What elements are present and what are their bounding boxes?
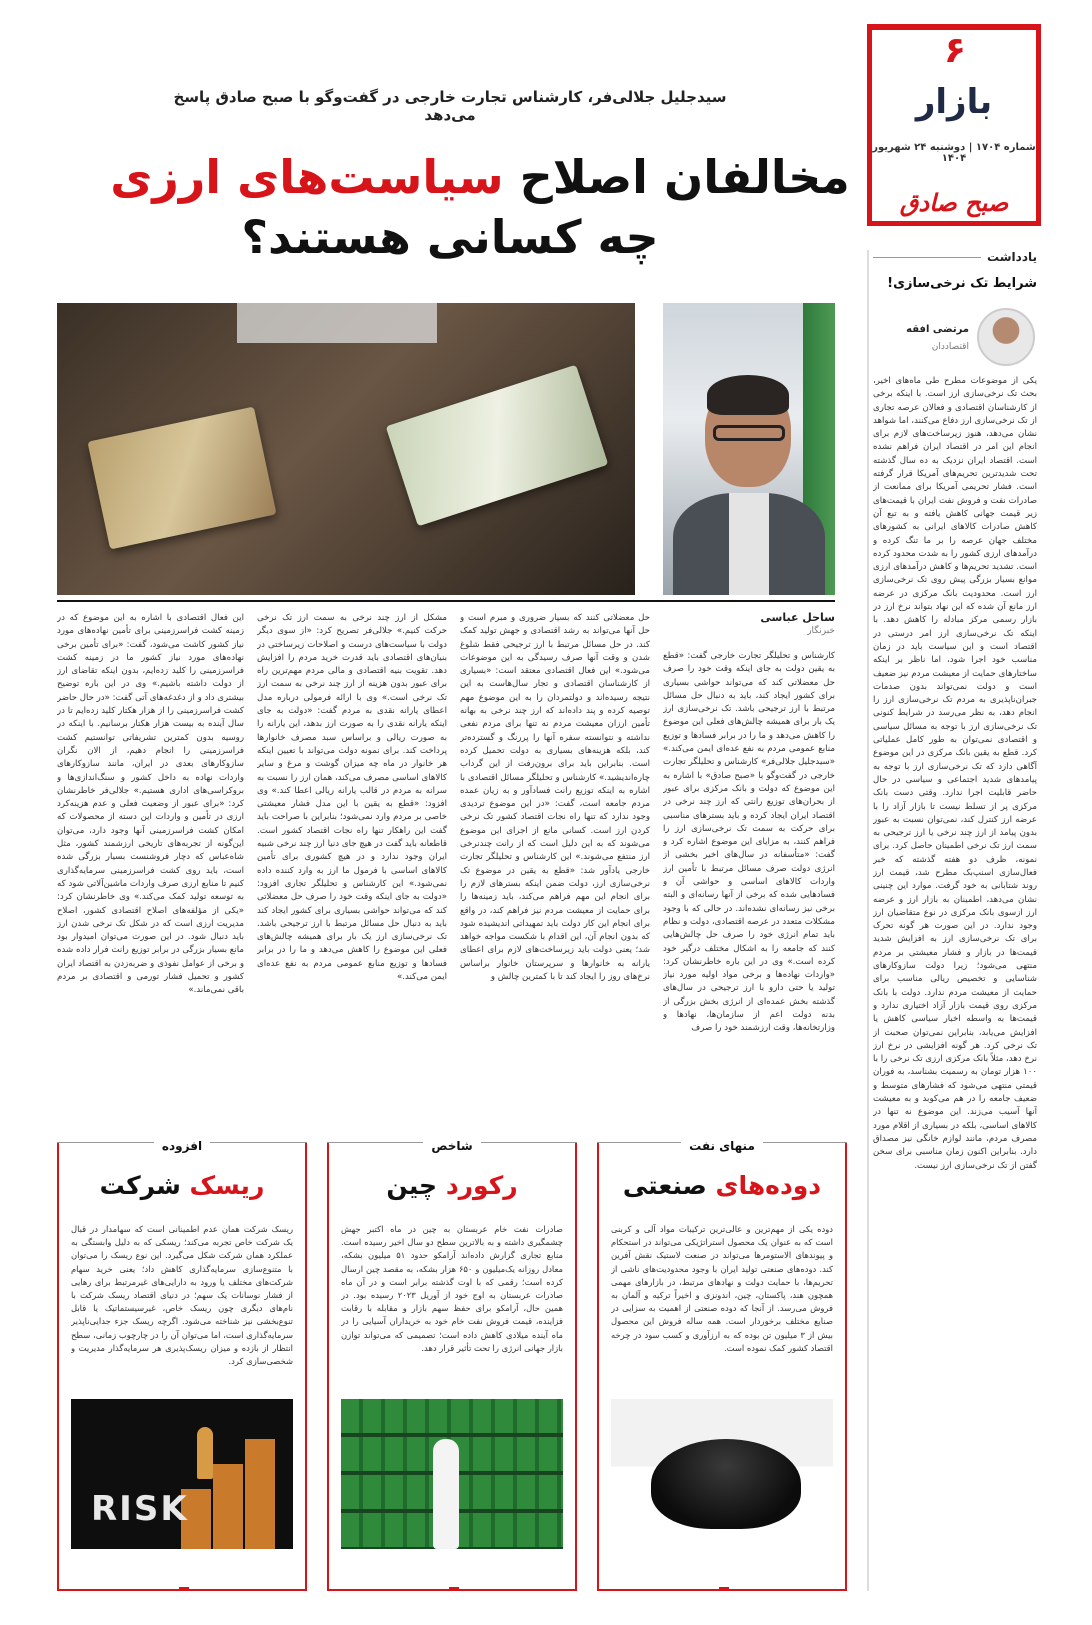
- headline-red: سیاست‌های ارزی: [110, 150, 504, 204]
- author-name: مرتضی افقه: [906, 324, 969, 335]
- box-company-risk: [57, 1139, 307, 1591]
- sidebar-tag: یادداشت: [981, 250, 1037, 264]
- box-title-red: دوده‌های: [715, 1171, 822, 1200]
- glasses-shape: [713, 425, 785, 441]
- article-column-4: این فعال اقتصادی با اشاره به این موضوع که در زمینه کشت فراسرزمینی برای تأمین نهاده‌های مورد نیاز کشور کاشت می‌شود، گفت: «برای تأمین برخی نهاده‌های مورد نیاز کشور ما در زمینه کشت فراسرزمینی را کلید زده‌ایم، بدون اینکه تقاضای ارز از دولت داشته باشیم.» وی در این باره توضیح بیشتری داد و از دغدغه‌های آتی گفت: «در حال حاضر کشت فراسرزمینی را از هزار هکتار کلید زده‌ایم تا در سال آینده به بیست هزار هکتار برسانیم. با اینکه در روسیه بدون کمترین تشریفاتی توانستیم کشت فراسرزمینی را انجام دهیم، از الان نگران سازوکارهای بعدی در ایران، مانند سازوکارهای واردات نهاده به داخل کشور و سنگ‌اندازی‌ها و بروکراسی‌های اداری هستیم.» جلالی‌فر خاطرنشان کرد: «برای عبور از وضعیت فعلی و عدم هزینه‌کرد ارزی در تأمین و واردات این دسته از محصولات که امکان کشت فراسرزمینی آنها وجود دارد، می‌توان این‌گونه از تجربه‌های تاریخی ارزشمند کشور، مثل شاه‌عباس که دچار فروشنست بسیار بزرگی شده است، باید روی کشت فراسرزمینی سرمایه‌گذاری کنیم تا منابع ارزی صرف واردات ماشین‌آلاتی شود که به توسعه تولید کمک می‌کند.» وی خاطرنشان کرد: «یکی از مؤلفه‌های اصلاح اقتصادی کشور، اصلاح مدیریت ارزی است که در شکل تک نرخی شدن ارز باید دنبال شود. در این صورت می‌توان امیدوار بود مانع بسیار بزرگی در برابر توزیع رانت فرار داده شده و برخی از عوامل نفوذی و ضربه‌زدن به اقتصاد ایران کشور و تحمیل فشار تورمی و اقتصادی بر مردم باقی نمی‌ماند.»: [57, 613, 244, 996]
- section-title: بازار: [915, 82, 993, 122]
- box-label: [329, 1135, 575, 1154]
- box-title-black: صنعتی: [622, 1171, 707, 1200]
- article-byline: [663, 611, 835, 636]
- interviewee-portrait: [663, 303, 835, 595]
- box-label: [599, 1135, 845, 1154]
- box-label-text: منهای نفت: [681, 1139, 763, 1153]
- risk-image: [71, 1399, 293, 1549]
- box-china-record: [327, 1139, 577, 1591]
- author-avatar: [977, 308, 1035, 366]
- box-title: [599, 1171, 845, 1200]
- tag-rule: [873, 257, 981, 258]
- box-title-red: رکورد: [445, 1171, 518, 1200]
- byline-role: خبرنگار: [807, 626, 835, 636]
- box-title: [59, 1171, 305, 1200]
- headline-black: مخالفان اصلاح: [503, 150, 850, 204]
- step-shape: [213, 1464, 243, 1549]
- newspaper-logo: صبح صادق: [899, 188, 1009, 217]
- box-text: دوده یکی از مهم‌ترین و عالی‌ترین ترکیبات مواد آلی و کربنی است که به عنوان یک محصول استراتژیکی می‌تواند در استحکام و پیوندهای الاستومرها می‌تواند در صنعت لاستیک نقش آفرین کند. دوده‌های صنعتی تولید ایران با وجود محدودیت‌های ناشی از تحریم‌ها، با حمایت دولت و نهادهای مرتبط، در بازارهای مهمی همچون هند، پاکستان، چین، اندونزی و اخیراً ترکیه و آلمان به فروش می‌رسد. از آنجا که دوده صنعتی از اهمیت به سزایی در صنایع مختلف برخوردار است. همه ساله فروش این محصول بیش از ۳ میلیون تن بوده که به ارزآوری و کسب سود در چرخه اقتصاد کشور کمک نموده است.: [611, 1224, 833, 1353]
- walker-shape: [197, 1427, 213, 1479]
- calculator-shape: [237, 303, 437, 343]
- article-column-2: حل معضلاتی کنند که بسیار ضروری و مبرم است و حل آنها می‌تواند به رشد اقتصادی و جهش تولید کمک کند. در حل مسائل مرتبط با ارز ترجیحی فقط شلوغ شدن و وقت آنها صرف رسیدگی به این موضوعات می‌شود.» این فعال اقتصادی معتقد است: «بسیاری از کارشناسان اقتصادی و تجار سال‌هاست به این نتیجه رسیده‌اند و دولتمردان را به این موضوع مهم توصیه کرده و پند داده‌اند که ارز چند نرخی به بهانه تأمین ارزان معیشت مردم نه تنها برای مردم نفعی نداشته و نتوانسته سفره آنها را پررنگ و گسترده‌تر کند، بلکه هزینه‌های بسیاری به دولت تحمیل کرده است. بنابراین باید برای برون‌رفت از این گرداب چاره‌اندیشید.» کارشناس و تحلیلگر مسائل اقتصادی با اشاره به اینکه توزیع رانت فسادآور و به زیان عمده مردم جامعه است، گفت: «در این موضوع تردیدی وجود ندارد که تنها راه نجات اقتصاد کشور تک نرخی کردن ارز است. کسانی مانع از اجرای این موضوع می‌شوند که به این دلیل است که از رانت چندنرخی ارز منتفع می‌شوند.» این کارشناس و تحلیلگر تجارت خارجی یادآور شد: «قطع به یقین در موضوع تک نرخی‌سازی ارز، دولت ضمن اینکه بسترهای لازم را برای انجام این مهم فراهم می‌کند، باید زمینه‌ها را برای حمایت از معیشت مردم نیز فراهم کند، در واقع برای انجام این کار دولت باید تمهیداتی اندیشیده شود که بدون انجام آن، این اقدام با شکست مواجه خواهد شد؛ یعنی دولت باید زیرساخت‌های لازم برای اعطای یارانه به خانوارها و سرپرستان خانوار براساس نرخ‌های روز را ایجاد کند تا با کمترین چالش و: [460, 613, 650, 983]
- sidebar-body: یکی از موضوعات مطرح طی ماه‌های اخیر، بحث تک نرخی‌سازی ارز است. با اینکه برخی از کارشناسان اقتصادی و فعالان عرصه تجاری از تک نرخی‌سازی ارز دفاع می‌کنند، اما شواهد نشان می‌دهد، هنوز زیرساخت‌های لازم برای انجام این امر در اقتصاد ایران فراهم نشده است. اقتصاد ایران نزدیک به ده سال گذشته تحت شدیدترین تحریم‌های آمریکا قرار گرفته است. فشار تحریمی آمریکا برای ممانعت از صادرات نفت و فروش نفت ایران با قیمت‌های زیر قیمت جهانی کاهش یافته و به تبع آن کاهش صادرات کالاهای ایرانی به کشورهای مختلف جهان عرصه را بر ما تنگ کرده و درآمدهای ارزی کشور را به شدت محدود کرده است. تشدید تحریم‌ها و کاهش درآمدهای ارزی موانع بسیار بزرگی پیش روی تک نرخی‌سازی ارز است. محدودیت بانک مرکزی در عرضه ارز مانع آن شده که این نهاد بتواند نرخ ارز در بازار رسمی مرکز مبادله را کاهش دهد. با اینکه تک نرخی‌سازی ارز امر درستی در اقتصاد است و این سیاست باید در زمان مناسب خود اجرا شود، اما ناظر بر اینکه ساختارهای حمایت از معیشت مردم نیز ضعیف است و دولت نمی‌تواند بدون صدمات جبران‌ناپذیری به مردم تک نرخی‌سازی ارز را انجام دهد، به نظر می‌رسد در شرایط کنونی تک نرخی‌سازی ارز با توجه به مسائل سیاسی و اقتصادی نمی‌توان به طور کامل عملیاتی کرد. قطع به یقین بانک مرکزی در این موضوع آگاهی دارد که تک نرخی‌سازی ارز با توجه به پیامدهای شدید اجتماعی و سیاسی در حال حاضر قابلیت اجرا ندارد. وقتی دست بانک مرکزی پر از تسلط نیست تا بازار آزاد را با عرضه ارز کنترل کند، نمی‌توان نسبت به عبور بدون پیامد از ارز چند نرخی یا ارز ترجیحی به سمت ارز تک نرخی اطمینان حاصل کرد. برای نمونه، ظرف دو هفته گذشته که خبر فعال‌سازی اسنپ‌بک مطرح شد، قیمت ارز روند شتابانی به خود گرفت. موارد این چنینی نشان می‌دهد، اطمینان به بازار ارز و عرضه ارز ازسوی بانک مرکزی در نوع متقاضیان ارز وجود ندارد. در این صورت هر گونه تحرک برای تک نرخی‌سازی ارز به افزایش شدید قیمت‌ها در بازار و فشار معیشتی بر مردم منتهی می‌شود؛ زیرا دولت سازوکارهای شناسایی و تخصیص ریالی مناسب برای حمایت از معیشت مردم ندارد. دولت با بانک مرکزی روی قیمت بازار آزاد اختیاری ندارد و قیمت‌ها به واسطه اخبار سیاسی کاهش یا افزایش می‌یابد، بنابراین نمی‌توان صحبت از تک نرخی کرد. هر گونه افزایشی در نرخ ارز نرخ دهد، مثلاً بانک مرکزی ارزی تک نرخی را با ۱۰۰ هزار تومان به رسمیت بشناسد، به فوران قیمتی منتهی می‌شود که فشارهای متوسط و ضعیف جامعه را در هم می‌کوبد و به معیشت آنها آسیب می‌زند. این موضوع نه تنها در کالاهای اساسی، بلکه در بسیاری از اقلام مورد مصرف مردم، مانند لوازم خانگی نیز مصداق دارد. بنابراین اکنون زمان مناسبی برای سخن گفتن از تک نرخی‌سازی ارز نیست.: [873, 376, 1037, 1171]
- box-accent: [719, 1587, 729, 1591]
- box-label-text: افزوده: [154, 1139, 210, 1153]
- sidebar-title: شرایط تک نرخی‌سازی!: [887, 276, 1037, 291]
- currency-exchange-photo: [57, 303, 635, 595]
- box-text: صادرات نفت خام عربستان به چین در ماه اکتبر جهش چشمگیری داشته و به بالاترین سطح دو سال اخیر رسیده است. منابع تجاری گزارش داده‌اند آرامکو حدود ۵۱ میلیون بشکه، معادل روزانه یک‌میلیون و ۶۵۰ هزار بشکه، به مقصد چین ارسال کرده است؛ رقمی که با اوت گذشته برابر است و در آن ماه صادرات عربستان به اوج خود از آوریل ۲۰۲۳ رسیده بود. در همین حال، آرامکو برای حفظ سهم بازار و مقابله با رقابت فزاینده، قیمت فروش نفت خام خود به خریداران آسیایی را در ماه آینده میلادی کاهش داده است؛ تصمیمی که می‌تواند توازن بازار جهانی انرژی را تحت تأثیر قرار دهد.: [341, 1224, 563, 1353]
- oil-drums-image: [341, 1399, 563, 1549]
- issue-info: شماره ۱۷۰۴ | دوشنبه ۲۴ شهریور ۱۴۰۴: [872, 142, 1036, 164]
- box-accent: [179, 1587, 189, 1591]
- box-title: [329, 1171, 575, 1200]
- step-shape: [245, 1439, 275, 1549]
- box-title-black: چین: [386, 1171, 438, 1200]
- dollar-banknote-shape: [386, 365, 609, 527]
- masthead: [867, 24, 1041, 226]
- pile-shape: [651, 1439, 801, 1529]
- risk-word: RISK: [91, 1489, 189, 1529]
- article-column-3: مشکل از ارز چند نرخی به سمت ارز تک نرخی حرکت کنیم.» جلالی‌فر تصریح کرد: «از سوی دیگر دولت با سیاست‌های درست و اصلاحات زیرساختی در بنیان‌های اقتصادی باید قدرت خرید مردم را افزایش دهد. تقویت بنیه اقتصادی و مالی مردم مهم‌ترین راه برای عبور بدون هزینه از ارز چند نرخی به سمت ارز تک نرخی است.» وی با ارائه فرمولی درباره مدل اعطای یارانه نقدی به مردم گفت: «دولت به جای اینکه یارانه نقدی را به صورت ارز بدهد، این یارانه را به صورت ریالی و براساس سبد مصرف خانوارها پرداخت کند. برای نمونه دولت می‌تواند با تعیین اینکه هر خانوار در ماه چه میزان گوشت و مرغ و سایر کالاهای اساسی مصرف می‌کند، همان ارز را نسبت به سرانه به مردم در قالب یارانه ریالی اعطا کند.» وی افزود: «قطع به یقین با این مدل فشار معیشتی خاصی بر مردم وارد نمی‌شود؛ بنابراین با صراحت باید گفت این راهکار تنها راه نجات اقتصاد کشور است. قاطعانه باید گفت در هیچ جای دنیا ارز چند نرخی شبیه ایران وجود ندارد و در هیچ کشوری برای تأمین کالاهای اساسی با فرمول ما ارز به وارد کننده داده نمی‌شود.» این کارشناس و تحلیلگر تجاری افزود: «دولت به جای اینکه وقت خود را صرف حل معضلاتی کند که می‌تواند حواشی بسیاری برای کشور ایجاد کند باید به دنبال حل مسائل مرتبط با ارز ترجیحی باشد. تک نرخی‌سازی ارز یک بار برای همیشه چالش‌های فعلی این موضوع را کاهش می‌دهد و ما را در برابر فسادها و توزیع منابع عمومی مردم به نفع عده‌ای ایمن می‌کند.»: [257, 613, 447, 983]
- rial-banknote-shape: [87, 407, 276, 550]
- headline-line-2: چه کسانی هستند؟: [241, 210, 659, 264]
- man-shape: [433, 1439, 459, 1549]
- article-column-1: کارشناس و تحلیلگر تجارت خارجی گفت: «قطع به یقین دولت به جای اینکه وقت خود را صرف حل معضلاتی کند که می‌تواند حواشی بسیاری برای کشور ایجاد کند، باید به دنبال حل مسائل مرتبط با ارز ترجیحی باشد. تک نرخی‌سازی ارز یک بار برای همیشه چالش‌های فعلی این موضوع را کاهش می‌دهد و ما را در برابر فسادها و توزیع منابع عمومی مردم به نفع عده‌ای ایمن می‌کند.» «سیدجلیل جلالی‌فر» کارشناس و تحلیلگر تجارت خارجی در گفت‌وگو با «صبح صادق» با اشاره به این موضوع که دولت و بانک مرکزی برای عبور از بحران‌های توزیع رانتی که ارز چند نرخی در اقتصاد ایران ایجاد کرده و باید بسترهای مناسبی برای حرکت به سمت تک نرخی‌سازی ارز را فراهم کنند، به مزایای این موضوع اشاره کرد و گفت: «متأسفانه در سال‌های اخیر بخشی از انرژی دولت صرف مسائل مرتبط با تأمین ارز واردات کالاهای اساسی و حواشی آن و فسادهایی شده که برخی از آنها رسانه‌ای و البته برخی نیز رسانه‌ای نشده‌اند. در حالی که با وجود مشکلات متعدد در عرصه اقتصادی، دولت و نظام باید تمام انرژی خود را صرف حل چالش‌هایی کنند که جامعه را به اشکال مختلف درگیر خود کرده است.» وی در این باره خاطرنشان کرد: «واردات نهاده‌ها و برخی مواد اولیه مورد نیاز تولید یا حتی دارو با ارز ترجیحی در سال‌های گذشته بخش عمده‌ای از انرژی بخش بزرگی از بدنه دولت اعم از سازمان‌ها، نهادها و وزارتخانه‌ها، وقت ارزشمند خود را صرف: [663, 651, 835, 1034]
- box-label: [59, 1135, 305, 1154]
- box-accent: [449, 1587, 459, 1591]
- divider: [57, 600, 835, 602]
- hair-shape: [707, 375, 789, 415]
- headline-kicker: سیدجلیل جلالی‌فر، کارشناس تجارت خارجی در گفت‌وگو با صبح صادق پاسخ می‌دهد: [173, 88, 727, 124]
- byline-name: ساحل عباسی: [760, 611, 835, 624]
- box-title-red: ریسک: [189, 1171, 265, 1200]
- box-label-text: شاخص: [423, 1139, 480, 1153]
- page-number: ۶: [944, 30, 966, 71]
- headline-line-1: [110, 150, 850, 204]
- box-text: ریسک شرکت همان عدم اطمینانی است که سهامدار در قبال یک شرکت خاص تجربه می‌کند؛ ریسکی که به دلیل وابستگی به عملکرد همان شرکت شکل می‌گیرد. این نوع ریسک را می‌توان با متنوع‌سازی سرمایه‌گذاری کاهش داد؛ یعنی خرید سهام شرکت‌های مختلف یا ورود به دارایی‌های غیرمرتبط برای رهایی از فشار نوسانات یک سهم؛ در دنیای اقتصاد ریسک شرکت با نام‌های دیگری چون ریسک خاص، غیرسیستماتیک یا قابل تنوع‌بخشی نیز شناخته می‌شود. اگرچه ریسک جزء جدایی‌ناپذیر سرمایه‌گذاری است، اما می‌توان آن را در چارچوب زمانی، سطح انتظار از بازده و میزان ریسک‌پذیری هر سرمایه‌گذار مدیریت و شخصی‌سازی کرد.: [71, 1224, 293, 1367]
- box-title-black: شرکت: [99, 1171, 181, 1200]
- author-role: اقتصاددان: [931, 342, 969, 352]
- shirt-shape: [729, 493, 769, 595]
- box-carbon-black: [597, 1139, 847, 1591]
- carbon-black-image: [611, 1399, 833, 1549]
- opinion-sidebar: [867, 250, 1041, 1591]
